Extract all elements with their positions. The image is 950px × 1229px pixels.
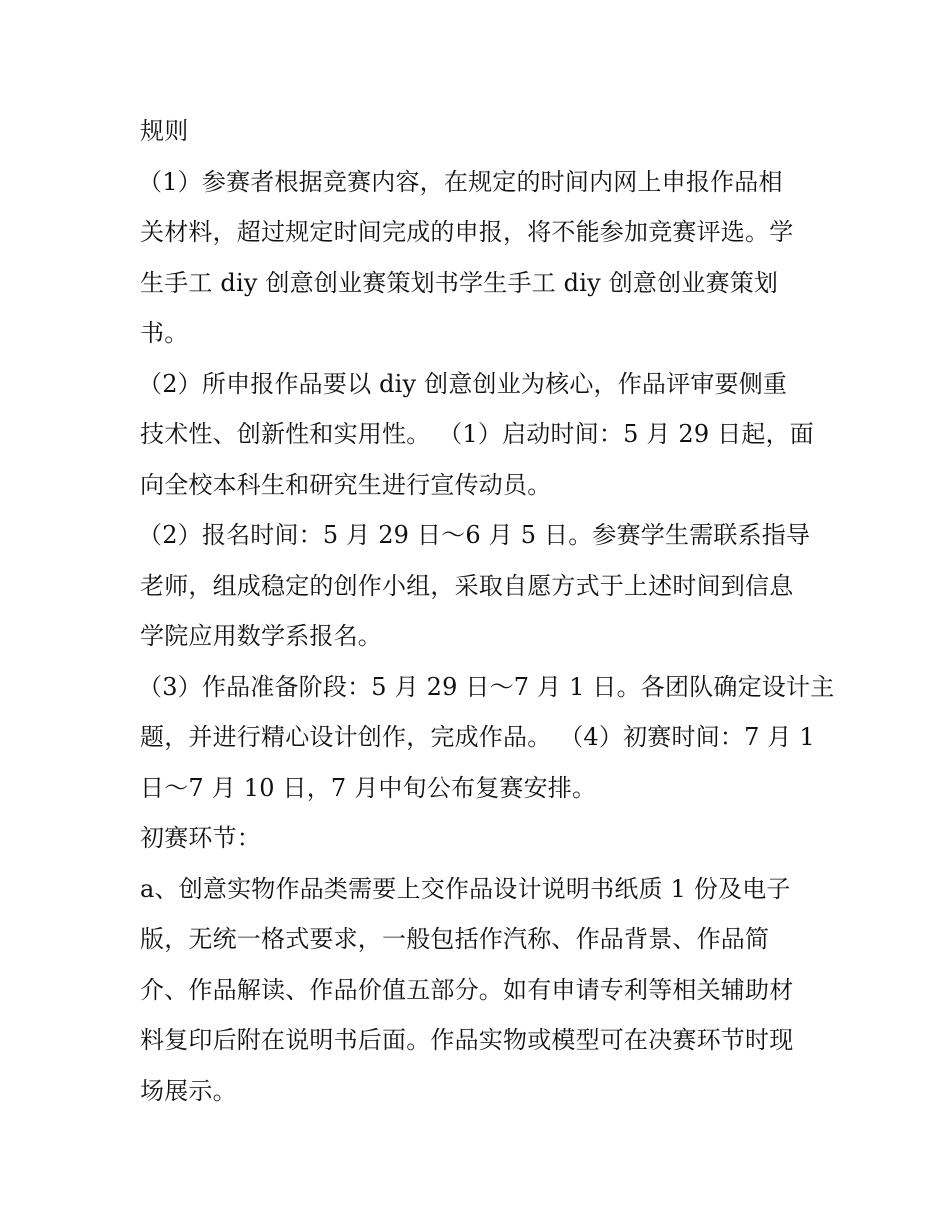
document-body	[138, 106, 835, 1116]
text-line: 技术性、创新性和实用性。 （1）启动时间：5 月 29 日起，面	[140, 420, 814, 448]
text-line: （2）所申报作品要以 diy 创意创业为核心，作品评审要侧重	[138, 369, 788, 398]
text-line: 向全校本科生和研究生进行宣传动员。	[140, 470, 552, 499]
text-line: 题，并进行精心设计创作，完成作品。 （4）初赛时间：7 月 1	[140, 723, 815, 751]
heading-rules: 规则	[140, 117, 189, 145]
text-line: 版，无统一格式要求，一般包括作汽称、作品背景、作品简	[140, 925, 770, 953]
text-line: （1）参赛者根据竞赛内容，在规定的时间内网上申报作品相	[138, 167, 783, 196]
text-line: （2）报名时间：5 月 29 日～6 月 5 日。参赛学生需联系指导	[138, 521, 811, 549]
text-line: 学院应用数学系报名。	[140, 622, 382, 650]
text-line: 日～7 月 10 日，7 月中旬公布复赛安排。	[140, 773, 597, 802]
text-line: 老师，组成稳定的创作小组，采取自愿方式于上述时间到信息	[140, 571, 794, 600]
text-line: 书。	[140, 319, 189, 347]
subheading-preliminary: 初赛环节：	[140, 824, 261, 852]
text-line: a、创意实物作品类需要上交作品设计说明书纸质 1 份及电子	[140, 874, 791, 903]
text-line: 料复印后附在说明书后面。作品实物或模型可在决赛环节时现	[140, 1026, 794, 1054]
text-line: 关材料，超过规定时间完成的申报，将不能参加竞赛评选。学	[140, 218, 794, 246]
text-line: 介、作品解读、作品价值五部分。如有申请专利等相关辅助材	[140, 975, 794, 1004]
text-line: 场展示。	[140, 1076, 237, 1105]
text-line: （3）作品准备阶段：5 月 29 日～7 月 1 日。各团队确定设计主	[138, 672, 835, 701]
text-line: 生手工 diy 创意创业赛策划书学生手工 diy 创意创业赛策划	[140, 268, 779, 297]
